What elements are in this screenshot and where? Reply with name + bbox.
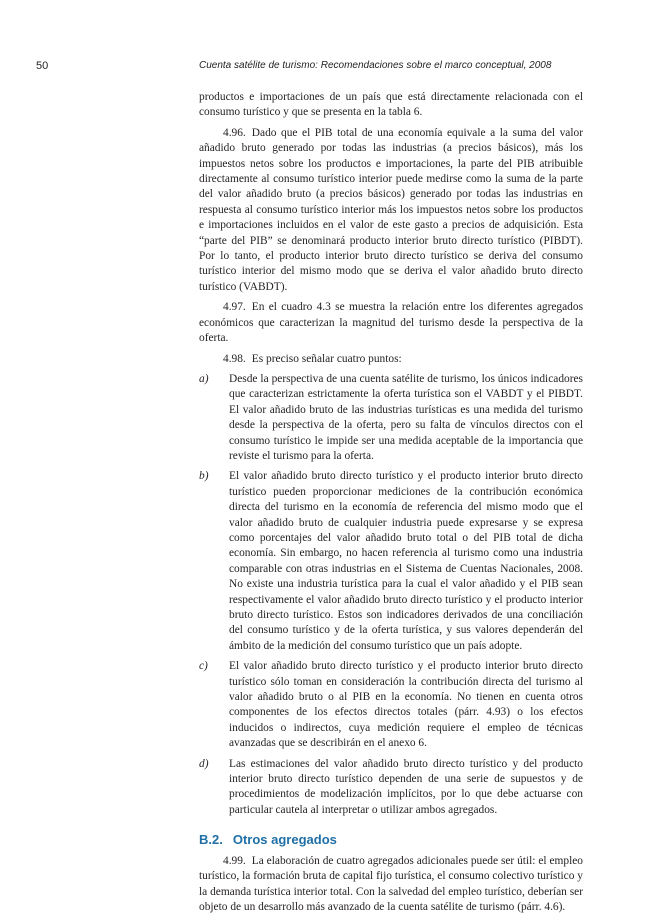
list-item (199, 659, 583, 751)
list-marker: c) (199, 660, 208, 673)
paragraph-number: 4.99. (223, 854, 246, 867)
page-number: 50 (36, 60, 49, 72)
list-item (199, 469, 583, 654)
list-item-text: El valor añadido bruto directo turístico y el producto interior bruto directo turístico pueden proporcionar mediciones de la contribución económica directa del turismo en la economía de referencia del mismo modo que el valor añadido bruto de cualquier industria puede expresarse y se expresa como porcentajes del valor añadido bruto total o del PIB total de dicha economía. Sin embargo, no hacen referencia al turismo como una industria comparable con otras industrias en el Sistema de Cuentas Nacionales, 2008. No existe una industria turística para la cual el valor añadido y el PIB sean respectivamente el valor añadido bruto directo turístico y el producto interior bruto directo turístico. Estos son indicadores derivados de una conciliación del consumo turístico y de la oferta turística, y sus valores dependerán del ámbito de la medición del consumo turístico que un país adopte. (229, 470, 583, 652)
list-item-text: El valor añadido bruto directo turístico y el producto interior bruto directo turístico sólo toman en consideración la contribución directa del turismo al valor añadido bruto o al PIB en la economía. No tienen en cuenta otros componentes de los efectos directos totales (párr. 4.93) o los efectos inducidos o indirectos, cuya medición requiere el empleo de técnicas avanzadas que se describirán en el anexo 6. (229, 660, 583, 750)
paragraph-continued: productos e importaciones de un país que está directamente relacionada con el consumo turístico y que se presenta en la tabla 6. (199, 91, 583, 119)
paragraph-text: Dado que el PIB total de una economía equivale a la suma del valor añadido bruto generado por todas las industrias (a precios básicos), más los impuestos netos sobre los productos e importaciones, la parte del PIB atribuible directamente al consumo turístico interior puede medirse como la suma de la parte del valor añadido bruto (a precios básicos) generado por todas las industrias en respuesta al consumo turístico interior más los impuestos netos sobre los productos e importaciones incluidos en el valor de este gasto a precios de adquisición. Esta “parte del PIB” se denominará producto interior bruto directo turístico (PIBDT). Por lo tanto, el producto interior bruto directo turístico se deriva del consumo turístico interior del mismo modo que se deriva el valor añadido bruto directo turístico (VABDT). (199, 126, 583, 293)
running-header: Cuenta satélite de turismo: Recomendaciones sobre el marco conceptual, 2008 (199, 60, 552, 71)
list-marker: d) (199, 757, 209, 770)
paragraph-text: En el cuadro 4.3 se muestra la relación entre los diferentes agregados económicos que caracterizan la magnitud del turismo desde la perspectiva de la oferta. (199, 301, 583, 345)
paragraph-number: 4.98. (223, 352, 246, 365)
paragraph-number: 4.96. (223, 126, 246, 139)
paragraph-text: Es preciso señalar cuatro puntos: (251, 352, 402, 365)
section-title: Otros agregados (232, 832, 337, 848)
section-heading (199, 832, 583, 847)
list-item-text: Desde la perspectiva de una cuenta satélite de turismo, los únicos indicadores que caracterizan estrictamente la oferta turística son el VABDT y el PIBDT. El valor añadido bruto de las industrias turísticas es una medida del turismo desde la perspectiva de la oferta, pero su falta de vínculos directos con el consumo turístico le impide ser una medida aceptable de la importancia que reviste el turismo para la oferta. (229, 372, 583, 462)
paragraph-4-99 (199, 854, 583, 916)
list-item (199, 372, 583, 464)
page-body (199, 90, 583, 920)
paragraph-4-98 (199, 352, 583, 367)
section-number: B.2. (199, 832, 223, 848)
list-marker: b) (199, 470, 209, 483)
points-list (199, 372, 583, 818)
paragraph-4-97 (199, 300, 583, 346)
list-item (199, 757, 583, 819)
paragraph-4-96 (199, 126, 583, 295)
paragraph-number: 4.97. (223, 301, 246, 314)
list-marker: a) (199, 372, 209, 385)
list-item-text: Las estimaciones del valor añadido bruto directo turístico y del producto interior bruto directo turístico dependen de una serie de supuestos y de procedimientos de modelización implícitos, por lo que debe actuarse con particular cautela al interpretar o utilizar ambos agregados. (229, 757, 583, 816)
paragraph-text: La elaboración de cuatro agregados adicionales puede ser útil: el empleo turístico, la formación bruta de capital fijo turística, el consumo colectivo turístico y la demanda turística interior total. Con la salvedad del empleo turístico, deberían ser objeto de un desarrollo más avanzado de la cuenta satélite de turismo (párr. 4.6). (199, 854, 583, 913)
